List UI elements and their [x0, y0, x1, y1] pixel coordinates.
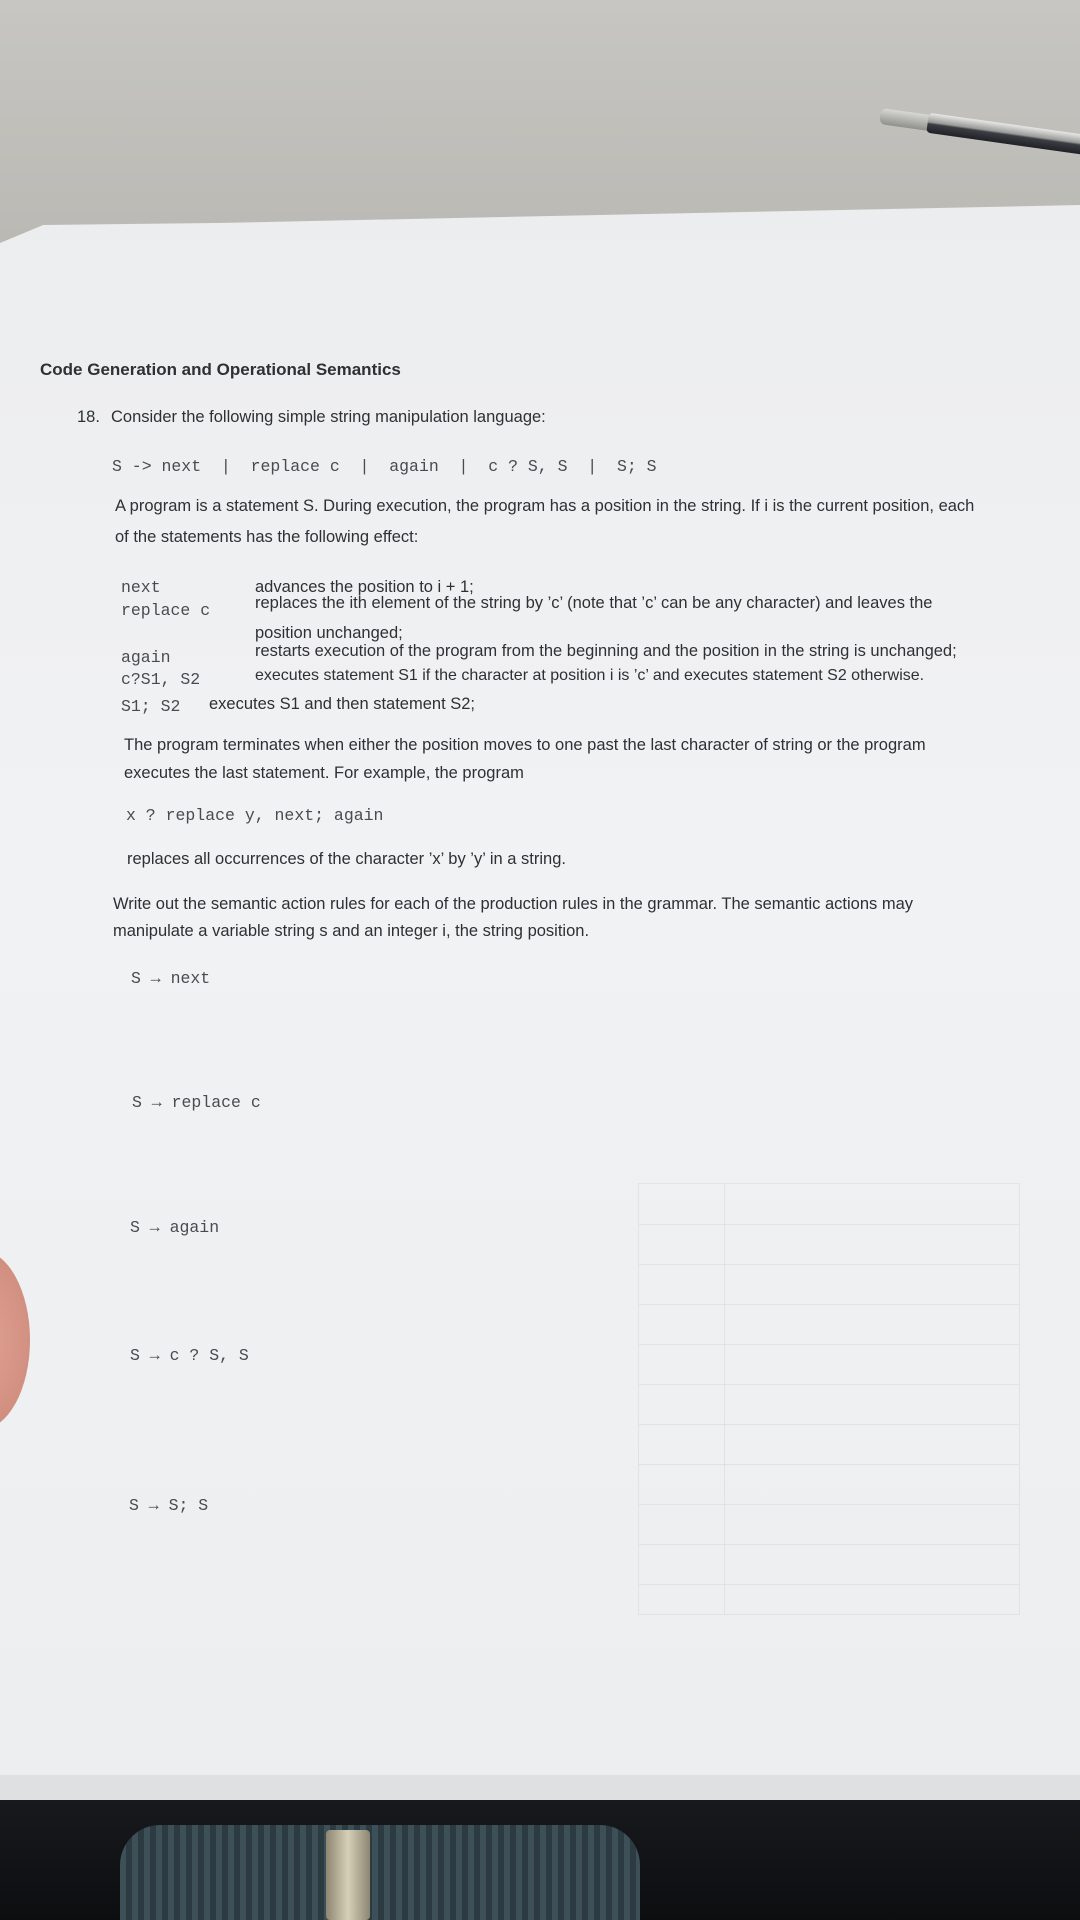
- statement-desc: restarts execution of the program from the beginning and the position in the string is unchanged;: [255, 642, 957, 660]
- statement-desc: replaces the ith element of the string by ’c’ (note that ’c’ can be any character) and leaves the: [255, 594, 933, 612]
- rule-next: S → next: [131, 969, 211, 988]
- statement-desc: executes S1 and then statement S2;: [209, 695, 476, 713]
- statement-code: c?S1, S2: [121, 670, 201, 689]
- task-line-2: manipulate a variable string s and an integer i, the string position.: [113, 922, 590, 940]
- question-number: 18.: [77, 408, 100, 426]
- statement-code: S1; S2: [121, 697, 181, 716]
- section-title: Code Generation and Operational Semantics: [40, 360, 401, 379]
- rule-replace: S → replace c: [132, 1093, 261, 1112]
- task-line-1: Write out the semantic action rules for each of the production rules in the grammar. The semantic actions may: [113, 895, 914, 913]
- statement-desc: advances the position to i + 1;: [255, 578, 474, 596]
- question-intro: Consider the following simple string manipulation language:: [111, 408, 546, 426]
- rule-sequence: S → S; S: [129, 1496, 209, 1515]
- rule-conditional: S → c ? S, S: [130, 1346, 249, 1365]
- statement-code: replace c: [121, 601, 211, 620]
- statement-code: again: [121, 648, 171, 667]
- paragraph-2-line-1: The program terminates when either the position moves to one past the last character of string or the program: [124, 736, 926, 754]
- statement-code: next: [121, 578, 161, 597]
- example-program: x ? replace y, next; again: [126, 806, 384, 825]
- paragraph-2-line-2: executes the last statement. For example, the program: [124, 764, 524, 782]
- example-description: replaces all occurrences of the character ’x’ by ’y’ in a string.: [127, 850, 566, 868]
- statement-desc-cont: position unchanged;: [255, 624, 403, 642]
- paragraph-1-line-2: of the statements has the following effect:: [115, 528, 419, 546]
- statement-desc: executes statement S1 if the character at position i is ’c’ and executes statement S2 otherwise.: [255, 667, 925, 684]
- rule-again: S → again: [130, 1218, 220, 1237]
- grammar-definition: S -> next | replace c | again | c ? S, S | S; S: [112, 457, 657, 476]
- paragraph-1-line-1: A program is a statement S. During execution, the program has a position in the string. If i is the current position, each: [115, 497, 975, 515]
